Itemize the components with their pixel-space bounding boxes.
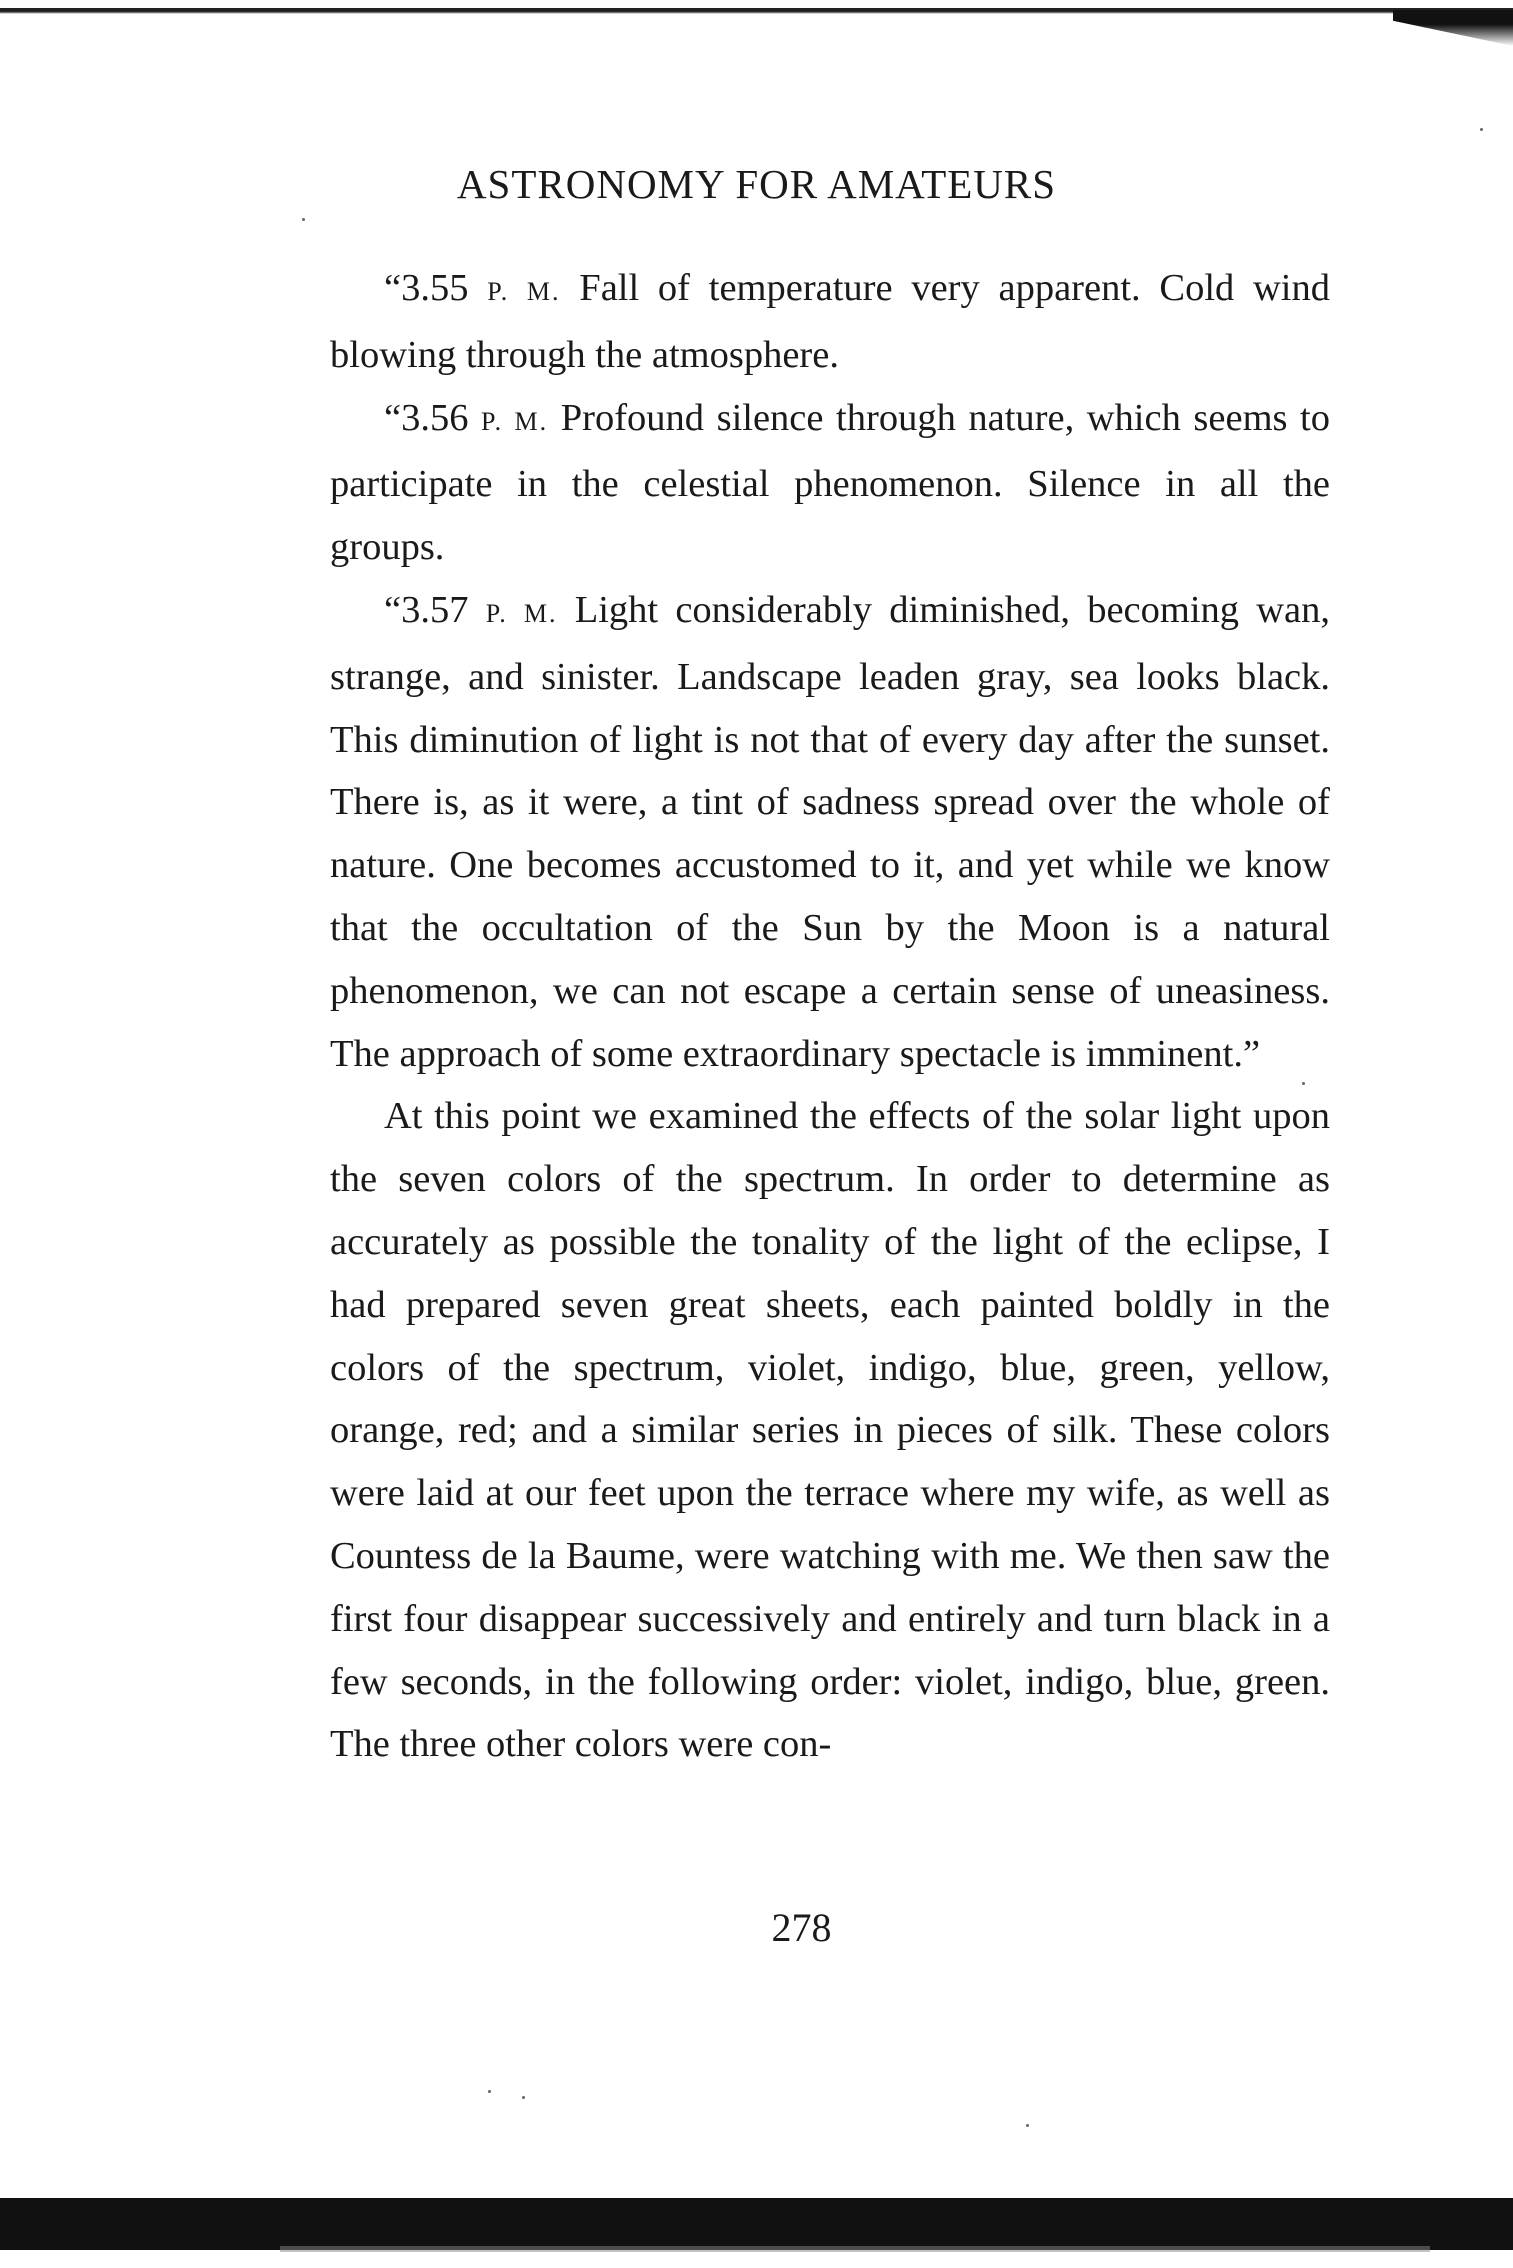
scan-speck (522, 2096, 525, 2099)
entry-time: “3.57 (384, 588, 469, 631)
paragraph-text: At this point we examined the effects of the solar light upon the seven colors of the spectrum. In order to determine as accurately as possible the tonality of the light of the eclipse, I had prepared seven great sheets, each painted boldly in the colors of the spectrum, violet, indigo, blue, green, yellow, orange, red; and a similar series in pieces of silk. These colors were laid at our feet upon the terrace where my wife, as well as Countess de la Baume, were watching with me. We then saw the first four disappear successively and entirely and turn black in a few seconds, in the following order: violet, indigo, blue, green. The three other colors were con- (330, 1095, 1330, 1766)
entry-meridiem: P. M. (485, 598, 558, 628)
diary-entry-3-57 (330, 579, 1330, 1085)
running-header: ASTRONOMY FOR AMATEURS (456, 161, 1057, 207)
body-text (330, 257, 1330, 1776)
scan-speck (302, 218, 305, 221)
scan-edge-bottom-fade (280, 2246, 1430, 2252)
page-number: 278 (771, 1905, 832, 1950)
entry-time: “3.56 (384, 396, 469, 439)
scan-speck (488, 2090, 491, 2093)
scan-speck (1480, 128, 1483, 131)
scan-edge-bottom (0, 2198, 1513, 2250)
diary-entry-3-55 (330, 257, 1330, 387)
scan-edge-top (0, 8, 1513, 14)
entry-meridiem: P. M. (481, 406, 549, 436)
entry-time: “3.55 (384, 267, 469, 309)
scan-speck (1302, 1082, 1305, 1085)
scan-edge-top-corner (1393, 10, 1513, 46)
diary-entry-3-56 (330, 387, 1330, 579)
entry-text: Profound silence through nature, which seems to participate in the celestial phenomenon. Silence in all the groups. (330, 396, 1331, 569)
narrative-paragraph (330, 1085, 1330, 1776)
entry-text: Light considerably diminished, becoming wan, strange, and sinister. Landscape leaden gray, sea looks black. This diminution of light is not that of every day after the sunset. There is, as it were, a tint of sadness spread over the whole of nature. One becomes accustomed to it, and yet while we know that the occultation of the Sun by the Moon is a natural phenomenon, we can not escape a certain sense of uneasiness. The approach of some extraordinary spectacle is imminent.” (330, 588, 1330, 1075)
scan-speck (1026, 2124, 1029, 2127)
entry-meridiem: P. M. (487, 277, 561, 306)
entry-text: Fall of temperature very apparent. Cold wind blowing through the atmosphere. (330, 267, 1331, 376)
